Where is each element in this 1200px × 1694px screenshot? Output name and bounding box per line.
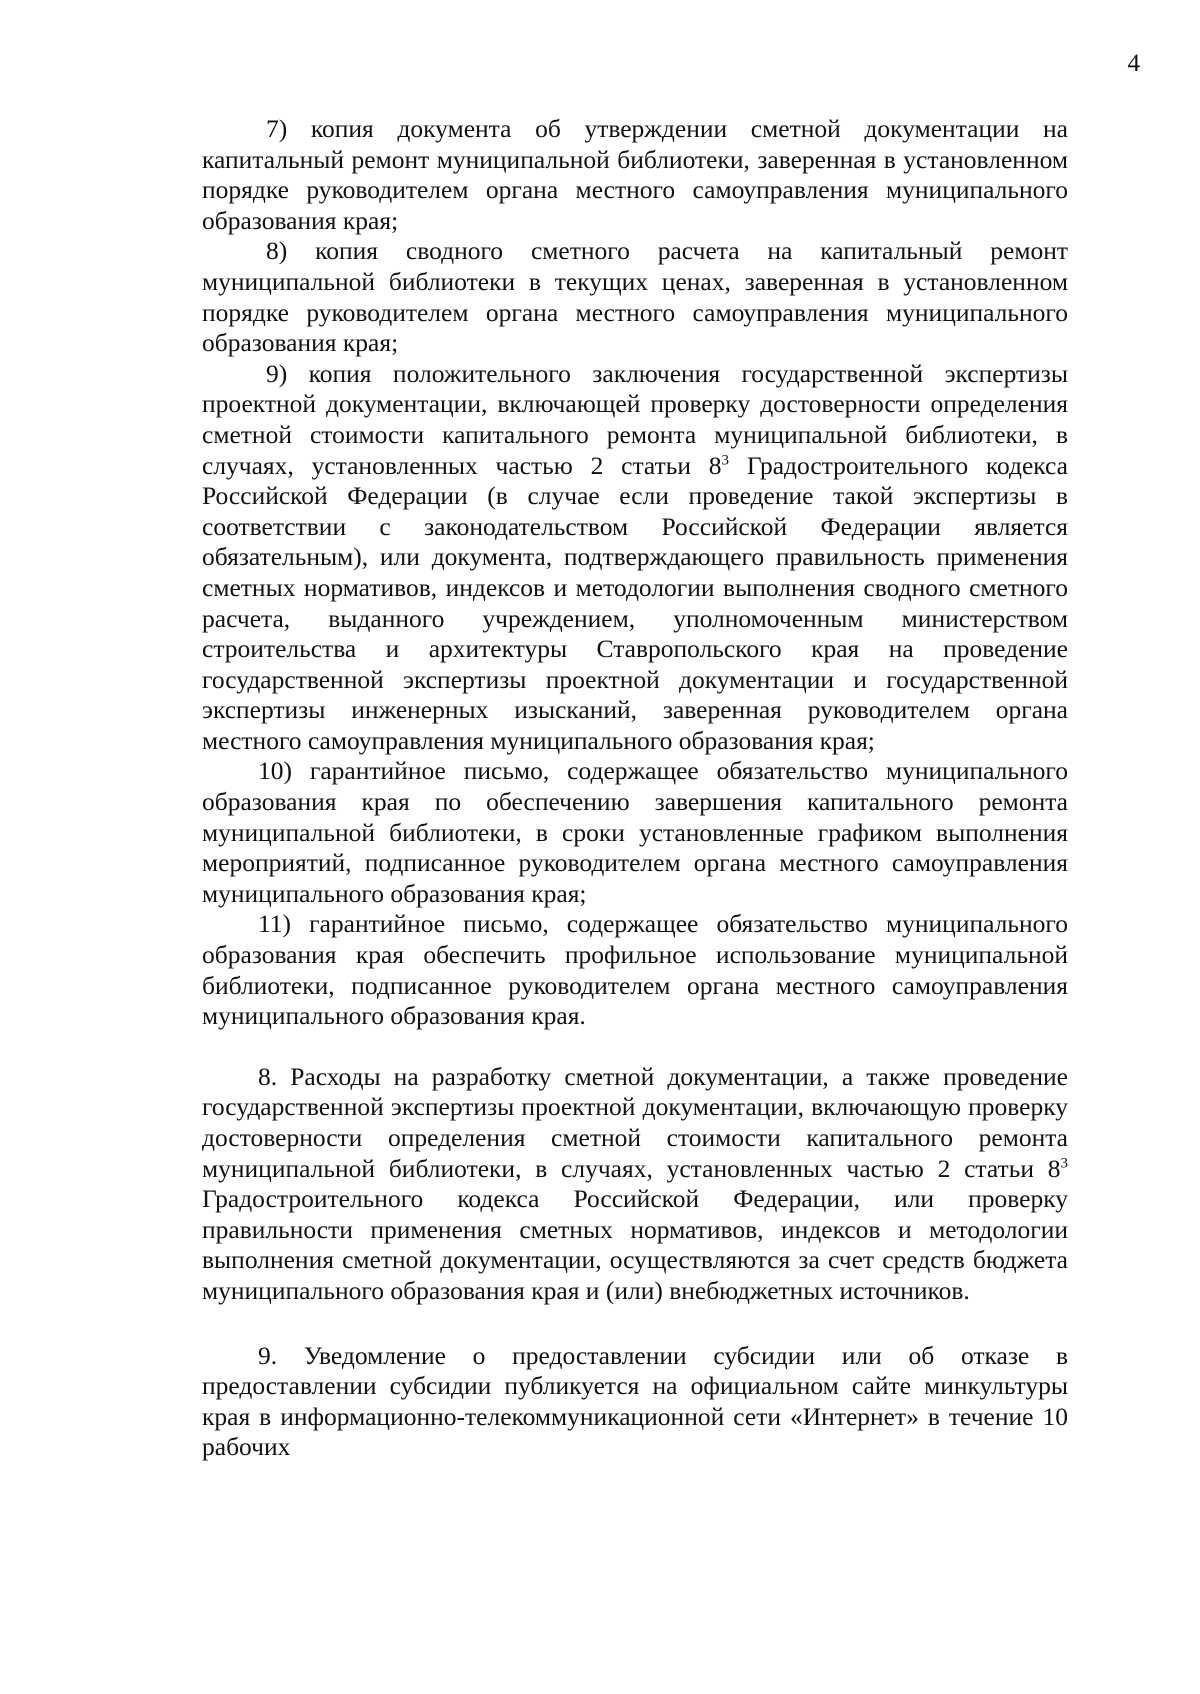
section-9-paragraph: 9. Уведомление о предоставлении субсидии или об отказе в предоставлении субсидии публикуется на официальном сайте минкультуры края в информационно-телекоммуникационной сети «Интернет» в течение 10 рабочих — [202, 1340, 1068, 1462]
list-item-11: 11) гарантийное письмо, содержащее обязательство муниципального образования края обеспечить профильное использование муниципальной библиотеки, подписанное руководителем органа местного самоуправления муниципального образования края. — [202, 909, 1068, 1031]
list-item-10: 10) гарантийное письмо, содержащее обязательство муниципального образования края по обеспечению завершения капитального ремонта муниципальной библиотеки, в сроки установленные графиком выполнения мероприятий, подписанное руководителем органа местного самоуправления муниципального образования края; — [202, 756, 1068, 908]
paragraph-gap — [202, 1032, 1068, 1062]
section-8-text-end: Градостроительного кодекса Российской Федерации, или проверку правильности применения сметных нормативов, индексов и методологии выполнения сметной документации, осуществляются за счет средств бюджета муниципального образования края и (или) внебюджетных источников. — [202, 1184, 1068, 1305]
paragraph-gap — [202, 1307, 1068, 1341]
list-item-9-superscript: 3 — [721, 452, 730, 469]
list-item-9-text-start: 9) копия положительного заключения государственной экспертизы проектной документации, включающей проверку достоверности определения сметной стоимости капитального ремонта муниципальной библиотеки, в случаях, установленных частью 2 статьи 8 — [202, 358, 1068, 480]
list-item-7: 7) копия документа об утверждении сметной документации на капитальный ремонт муниципальной библиотеки, заверенная в установленном порядке руководителем органа местного самоуправления муниципального образования края; — [202, 114, 1068, 235]
page-number: 4 — [1127, 50, 1140, 77]
section-8-text-start: 8. Расходы на разработку сметной документации, а также проведение государственной экспертизы проектной документации, включающую проверку достоверности определения сметной стоимости капитального ремонта муниципальной библиотеки, в случаях, установленных частью 2 статьи 8 — [202, 1061, 1068, 1183]
section-8-paragraph — [202, 1062, 1068, 1307]
list-item-9-text-end: Градостроительного кодекса Российской Федерации (в случае если проведение такой экспертизы в соответствии с законодательством Российской Федерации является обязательным), или документа, подтверждающего правильность применения сметных нормативов, индексов и методологии выполнения сводного сметного расчета, выданного учреждением, уполномоченным министерством строительства и архитектуры Ставропольского края на проведение государственной экспертизы проектной документации и государственной экспертизы инженерных изысканий, заверенная руководителем органа местного самоуправления муниципального образования края; — [202, 450, 1069, 755]
list-item-9 — [202, 359, 1068, 757]
section-8-superscript: 3 — [1060, 1155, 1068, 1172]
list-item-8: 8) копия сводного сметного расчета на капитальный ремонт муниципальной библиотеки в текущих ценах, заверенная в установленном порядке руководителем органа местного самоуправления муниципального образования края; — [202, 236, 1068, 358]
document-body — [202, 114, 1068, 1463]
